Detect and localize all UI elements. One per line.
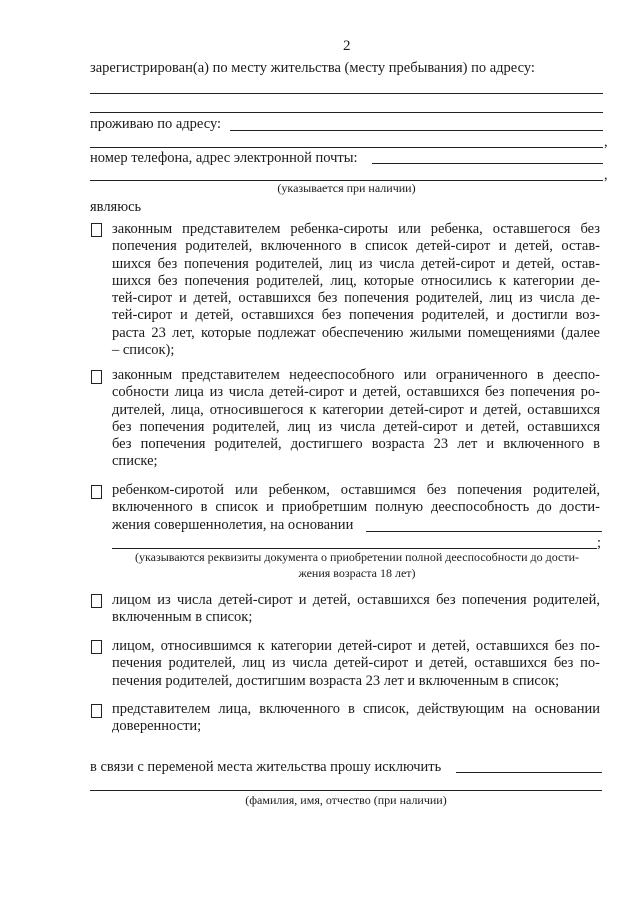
option-orphan-full-capacity-text: ребенком-сиротой или ребенком, оставшимся без попечения родителей, включенного в список и приобретшим полную дееспособность до дости- жения совершеннолетия, на основании — [112, 482, 600, 533]
capacity-basis-semicolon: ; — [597, 535, 602, 551]
phone-email-label: номер телефона, адрес электронной почты: — [90, 150, 358, 166]
capacity-document-note-line-1: (указываются реквизиты документа о приобретении полной дееспособности до дости- — [135, 550, 579, 564]
if-available-note: (указывается при наличии) — [277, 181, 416, 195]
checkbox-option-orphan-person[interactable] — [91, 594, 102, 608]
fio-note: (фамилия, имя, отчество (при наличии) — [245, 793, 447, 807]
phone-email-comma: , — [604, 167, 608, 183]
living-address-label: проживаю по адресу: — [90, 116, 222, 132]
registered-address-line-2[interactable] — [90, 112, 603, 113]
phone-email-line-1[interactable] — [372, 163, 603, 164]
capacity-basis-line-2[interactable] — [112, 548, 597, 549]
option-legal-rep-incapable-text: законным представителем недееспособного или ограниченного в дееспо- собности лица из числа детей-сирот и детей, оставшихся без попечения ро- дителей, лица, относившегося к категории детей-сирот и детей, оставшихся без попечения родителей, лиц из числа детей-сирот и детей, оставшихся без попечения родителей, достигшего возраста 23 лет и включенного в списке; — [112, 367, 600, 470]
exclude-request-label: в связи с переменой места жительства прошу исключить — [90, 759, 442, 775]
option-representative-proxy-text: представителем лица, включенного в список, действующим на основании доверенности; — [112, 701, 600, 735]
capacity-document-note-line-2: жения возраста 18 лет) — [298, 566, 416, 580]
option-orphan-category-23-text: лицом, относившимся к категории детей-сирот и детей, оставшихся без по- печения родителей, лиц из числа детей-сирот и детей, оставшихся без по- печения родителей, достигшим возраста 23 лет и включенным в список; — [112, 638, 600, 689]
checkbox-option-legal-rep-incapable[interactable] — [91, 370, 102, 384]
checkbox-option-orphan-category-23[interactable] — [91, 640, 102, 654]
registered-address-label: зарегистрирован(а) по месту жительства (месту пребывания) по адресу: — [90, 60, 535, 76]
option-orphan-person-text: лицом из числа детей-сирот и детей, оставшихся без попечения родителей, включенным в список; — [112, 592, 600, 626]
capacity-basis-line-1[interactable] — [366, 531, 602, 532]
exclude-name-line-2[interactable] — [90, 790, 602, 791]
living-address-line-2[interactable] — [90, 147, 603, 148]
checkbox-option-legal-rep-orphan[interactable] — [91, 223, 102, 237]
checkbox-option-orphan-full-capacity[interactable] — [91, 485, 102, 499]
option-legal-rep-orphan-text: законным представителем ребенка-сироты или ребенка, оставшегося без попечения родителей, включенного в список детей-сирот и детей, остав- шихся без попечения родителей, лиц из числа детей-сирот и детей, остав- шихся без попечения родителей, лиц, которые относились к категории де- тей-сирот и детей, оставшихся без попечения родителей, лиц из числа де- тей-сирот и детей, оставшихся без попечения родителей, и достигли воз- раста 23 лет, которые подлежат обеспечению жилыми помещениями (далее – список); — [112, 221, 600, 359]
living-address-comma: , — [604, 134, 608, 150]
being-label: являюсь — [90, 199, 142, 215]
checkbox-option-representative-proxy[interactable] — [91, 704, 102, 718]
registered-address-line-1[interactable] — [90, 93, 603, 94]
exclude-name-line-1[interactable] — [456, 772, 602, 773]
page-number: 2 — [343, 38, 351, 54]
living-address-line-1[interactable] — [230, 130, 603, 131]
